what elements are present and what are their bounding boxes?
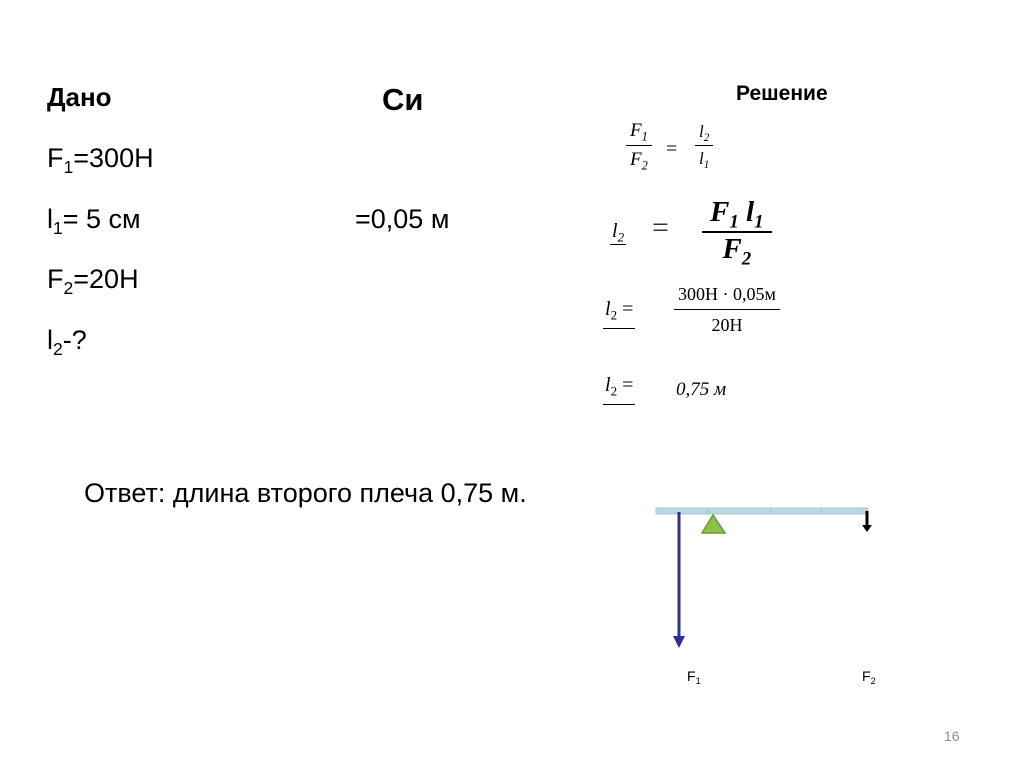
force-f2-arrowhead xyxy=(862,525,872,532)
given-l2-unknown: $l_2-$? xyxy=(47,325,87,360)
formula-equals-1: = xyxy=(666,138,678,160)
formula-equals-2: = xyxy=(652,211,669,244)
given-l1: $l_1= 5$ см xyxy=(47,204,141,239)
formula-l2-result-lhs: $l_2$ = xyxy=(603,374,635,397)
formula-l2-substitution-lhs: $l_2$ = xyxy=(603,298,635,321)
formula-l2-substitution: 300Н · 0,05м 20Н xyxy=(674,284,780,336)
lever-bar xyxy=(656,508,868,514)
given-f2: $F_2=20Н$ xyxy=(47,264,139,299)
slide-number: 16 xyxy=(944,728,960,744)
formula-l2-expression: $\frac{F_1 l_1}{F_2}$ xyxy=(702,196,772,266)
answer-text: Ответ: длина второго плеча 0,75 м. xyxy=(84,478,527,508)
force-f1-arrowhead xyxy=(673,636,685,648)
label-force-f1: $F_1$ xyxy=(687,668,701,687)
given-header: Дано xyxy=(47,82,112,112)
label-force-f2: $F_2$ xyxy=(862,668,876,687)
lever-diagram xyxy=(640,495,900,660)
si-header: Си xyxy=(382,82,424,117)
formula-force-ratio: $\frac{F_1}{F_2}$ xyxy=(626,120,652,171)
formula-arm-ratio: $\frac{l_2}{l_1}$ xyxy=(695,122,713,169)
fulcrum-triangle xyxy=(702,515,725,533)
given-f1: $F_1=300Н$ xyxy=(47,143,154,178)
si-converted-l1: =0,05 м xyxy=(355,204,450,234)
formula-l2-lhs: $l_2$ xyxy=(612,220,625,245)
solution-header: Решение xyxy=(736,82,828,105)
formula-l2-result-value: 0,75 м xyxy=(676,379,727,400)
